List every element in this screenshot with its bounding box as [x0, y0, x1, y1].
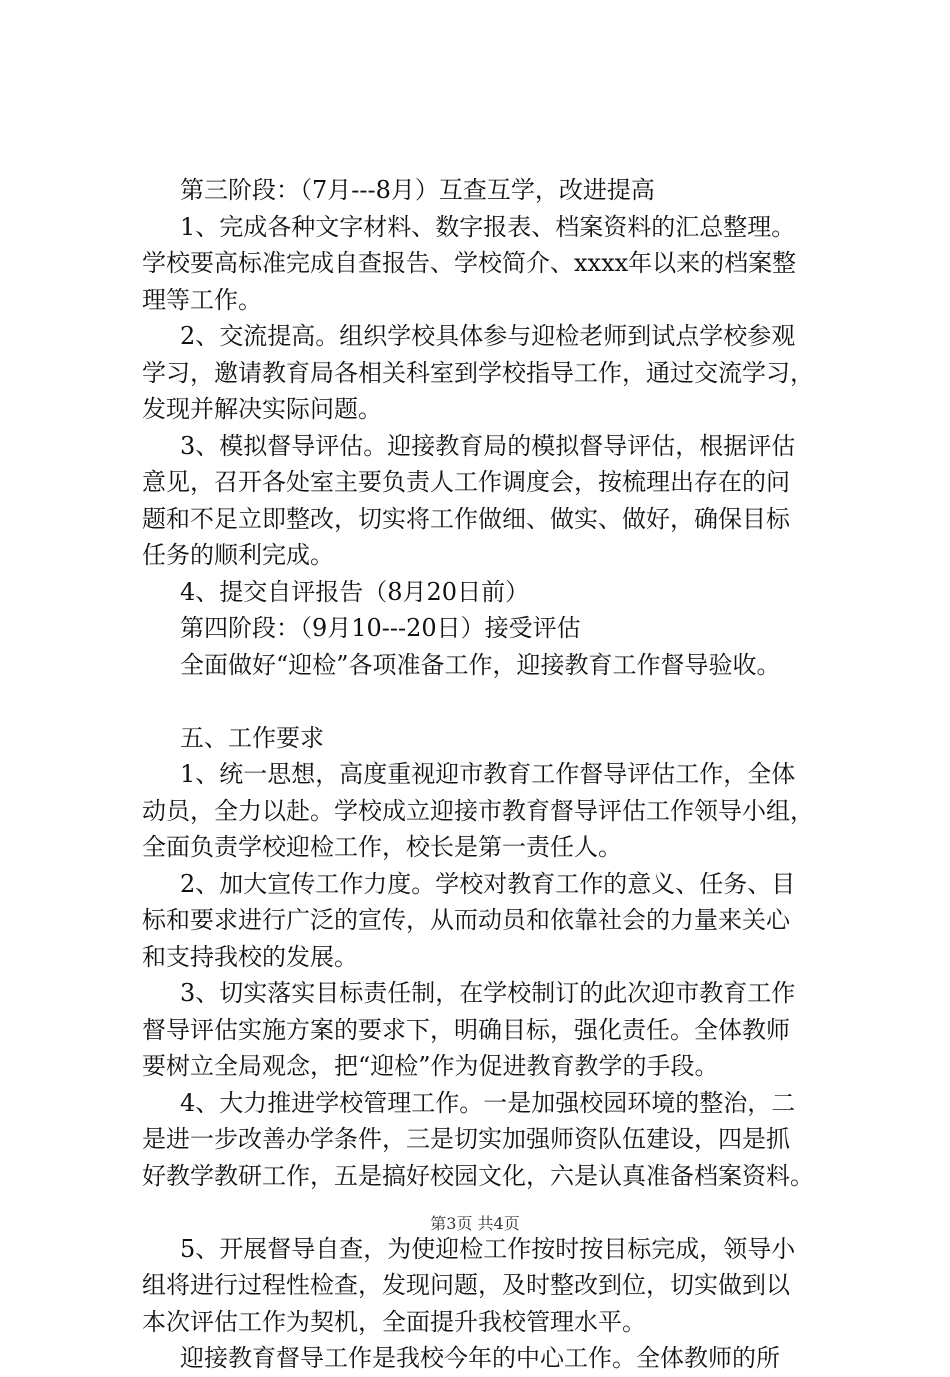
section-heading: 五、工作要求	[180, 723, 324, 752]
text-line: 组将进行过程性检查，发现问题，及时整改到位，切实做到以	[142, 1271, 790, 1299]
text-line: 第四阶段：（9月10---20日）接受评估	[180, 614, 581, 642]
text-line: 迎接教育督导工作是我校今年的中心工作。全体教师的所	[180, 1344, 780, 1372]
text-line: 要树立全局观念，把“迎检”作为促进教育教学的手段。	[142, 1052, 719, 1080]
text-line: 任务的顺利完成。	[142, 541, 334, 569]
text-line: 题和不足立即整改，切实将工作做细、做实、做好，确保目标	[142, 504, 790, 533]
text-line: 学校要高标准完成自查报告、学校简介、xxxx年以来的档案整	[142, 249, 797, 277]
text-line: 是进一步改善办学条件，三是切实加强师资队伍建设，四是抓	[142, 1125, 790, 1153]
text-line: 标和要求进行广泛的宣传，从而动员和依靠社会的力量来关心	[142, 906, 790, 934]
text-line: 2、加大宣传工作力度。学校对教育工作的意义、任务、目	[180, 869, 796, 898]
text-line: 5、开展督导自查，为使迎检工作按时按目标完成，领导小	[180, 1234, 796, 1263]
text-line: 理等工作。	[142, 285, 262, 314]
text-line: 意见，召开各处室主要负责人工作调度会，按梳理出存在的问	[142, 468, 790, 496]
text-line: 好教学教研工作，五是搞好校园文化，六是认真准备档案资料。	[142, 1161, 814, 1190]
text-line: 4、大力推进学校管理工作。一是加强校园环境的整治，二	[180, 1088, 796, 1117]
text-line: 1、完成各种文字材料、数字报表、档案资料的汇总整理。	[180, 212, 796, 241]
document-body	[142, 172, 854, 1377]
text-line: 3、模拟督导评估。迎接教育局的模拟督导评估，根据评估	[180, 431, 796, 460]
text-line: 2、交流提高。组织学校具体参与迎检老师到试点学校参观	[180, 322, 796, 350]
text-line: 3、切实落实目标责任制，在学校制订的此次迎市教育工作	[180, 979, 796, 1007]
text-line: 发现并解决实际问题。	[142, 395, 382, 423]
text-line: 全面负责学校迎检工作，校长是第一责任人。	[142, 833, 622, 861]
page-footer: 第3页 共4页	[430, 1214, 520, 1233]
text-line: 4、提交自评报告（8月20日前）	[180, 577, 530, 606]
text-line: 和支持我校的发展。	[142, 942, 358, 971]
text-line: 1、统一思想，高度重视迎市教育工作督导评估工作，全体	[180, 760, 796, 788]
text-line: 学习，邀请教育局各相关科室到学校指导工作，通过交流学习，	[142, 358, 814, 387]
text-line: 全面做好“迎检”各项准备工作，迎接教育工作督导验收。	[180, 650, 781, 679]
blank-line	[142, 683, 854, 720]
text-line: 督导评估实施方案的要求下，明确目标，强化责任。全体教师	[142, 1015, 790, 1044]
text-line: 动员，全力以赴。学校成立迎接市教育督导评估工作领导小组，	[142, 796, 814, 825]
text-line: 第三阶段：（7月---8月）互查互学，改进提高	[180, 176, 655, 204]
text-line: 本次评估工作为契机，全面提升我校管理水平。	[142, 1307, 646, 1336]
